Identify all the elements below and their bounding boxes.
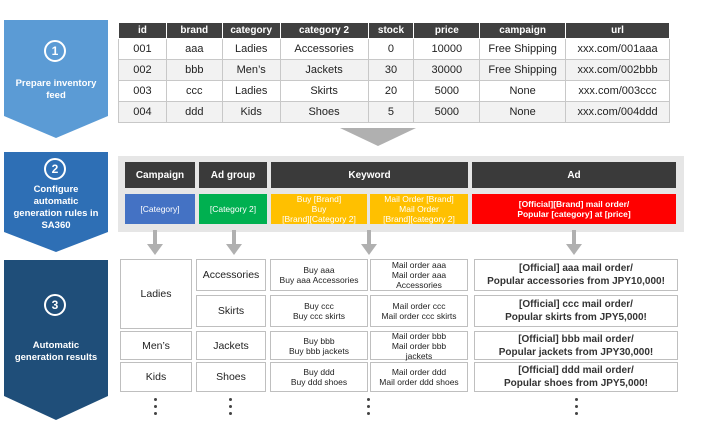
- cell-stock: 30: [368, 60, 414, 81]
- keyword-line: Mail order bbb: [391, 330, 447, 341]
- rule-header-keyword: Keyword: [271, 162, 468, 188]
- result-campaign-label: Men’s: [142, 339, 170, 352]
- result-ad-group-label: Shoes: [216, 371, 246, 383]
- ad-line: [Official] aaa mail order/: [519, 263, 633, 274]
- result-keyword-buy: [270, 362, 368, 392]
- table-row: [119, 81, 670, 102]
- cell-price: 5000: [414, 102, 480, 123]
- cell-id: 004: [119, 102, 167, 123]
- result-ad: [474, 331, 678, 360]
- continuation-dots-icon: [154, 398, 158, 419]
- table-header-row: [119, 23, 670, 39]
- down-arrow-icon: [340, 128, 416, 146]
- result-keyword-mail-order: [370, 295, 468, 327]
- rule-keyword-buy: [271, 194, 367, 224]
- column-header-campaign: campaign: [480, 23, 566, 39]
- column-header-stock: stock: [368, 23, 414, 39]
- cell-stock: 5: [368, 102, 414, 123]
- cell-price: 30000: [414, 60, 480, 81]
- keyword-line: Buy aaa: [303, 265, 335, 275]
- cell-url: xxx.com/001aaa: [566, 39, 670, 60]
- step-3-number: 3: [44, 294, 66, 316]
- result-keyword-mail-order: [370, 331, 468, 360]
- step-2-label: Configure automatic generation rules in SA360: [13, 184, 99, 231]
- step-2-chevron: [4, 152, 108, 252]
- inventory-feed-table: [118, 22, 670, 123]
- keyword-line: Buy ddd: [303, 367, 335, 377]
- cell-brand: bbb: [166, 60, 222, 81]
- result-campaign-label: Ladies: [140, 288, 172, 300]
- cell-campaign: None: [480, 81, 566, 102]
- result-keyword-buy: [270, 331, 368, 360]
- keyword-line: Buy ccc: [304, 301, 334, 311]
- ad-line: [Official] ddd mail order/: [518, 365, 634, 376]
- result-ad-group: [196, 259, 266, 291]
- cell-id: 001: [119, 39, 167, 60]
- step-1-number: 1: [44, 40, 66, 62]
- rule-keyword-mail-line-1: Mail Order [Brand]: [384, 194, 454, 204]
- column-header-category: category: [222, 23, 280, 39]
- result-ad: [474, 362, 678, 392]
- keyword-line: Mail order ccc: [392, 301, 446, 311]
- result-campaign-label: Kids: [145, 371, 167, 383]
- result-keyword-mail-order: [370, 259, 468, 291]
- ad-line: [Official] ccc mail order/: [519, 299, 633, 310]
- keyword-line: Mail order ccc skirts: [381, 311, 457, 321]
- table-row: [119, 102, 670, 123]
- result-keyword-mail-order: [370, 362, 468, 392]
- cell-stock: 0: [368, 39, 414, 60]
- ad-line: Popular jackets from JPY30,000!: [498, 346, 654, 358]
- result-ad: [474, 259, 678, 291]
- continuation-dots-icon: [229, 398, 233, 419]
- result-ad-group: [196, 362, 266, 392]
- keyword-line: Mail order aaa: [391, 270, 447, 280]
- rule-keyword-buy-line-1: Buy [Brand]: [296, 194, 342, 204]
- rule-keyword-buy-line-2: Buy: [311, 204, 327, 214]
- result-ad-group-label: Accessories: [202, 269, 260, 281]
- cell-campaign: None: [480, 102, 566, 123]
- cell-price: 10000: [414, 39, 480, 60]
- step-3-label: Automatic generation results: [14, 340, 98, 363]
- down-arrow-icon: [145, 230, 165, 256]
- result-ad: [474, 295, 678, 327]
- down-arrow-icon: [224, 230, 244, 256]
- cell-brand: ccc: [166, 81, 222, 102]
- cell-category-2: Accessories: [280, 39, 368, 60]
- step-2-number: 2: [44, 158, 66, 180]
- rule-keyword-buy-line-3: [Brand][Category 2]: [282, 214, 356, 224]
- keyword-line: Buy aaa Accessories: [279, 275, 359, 285]
- column-header-url: url: [566, 23, 670, 39]
- table-row: [119, 39, 670, 60]
- cell-category: Ladies: [222, 81, 280, 102]
- ad-line: [Official] bbb mail order/: [518, 333, 634, 345]
- rule-keyword-mail-line-2: Mail Order: [399, 204, 439, 214]
- column-header-category-2: category 2: [280, 23, 368, 39]
- cell-stock: 20: [368, 81, 414, 102]
- keyword-line: Buy bbb: [303, 335, 335, 346]
- result-ad-group: [196, 295, 266, 327]
- step-3-chevron: [4, 260, 108, 420]
- cell-category-2: Jackets: [280, 60, 368, 81]
- result-keyword-buy: [270, 295, 368, 327]
- result-campaign-kids: [120, 362, 192, 392]
- down-arrow-icon: [564, 230, 584, 256]
- step-1-label: Prepare inventory feed: [15, 78, 97, 101]
- cell-url: xxx.com/003ccc: [566, 81, 670, 102]
- result-ad-group: [196, 331, 266, 360]
- result-ad-group-label: Jackets: [213, 339, 249, 352]
- cell-campaign: Free Shipping: [480, 60, 566, 81]
- rule-campaign-text: [Category]: [140, 204, 180, 214]
- rule-header-campaign: Campaign: [125, 162, 195, 188]
- cell-category-2: Skirts: [280, 81, 368, 102]
- rule-ad-line-2: Popular [category] at [price]: [517, 209, 631, 219]
- result-campaign-mens: [120, 331, 192, 360]
- keyword-line: Mail order ddd: [391, 367, 447, 377]
- keyword-line: Buy ccc skirts: [293, 311, 345, 321]
- rule-header-ad: Ad: [472, 162, 676, 188]
- continuation-dots-icon: [575, 398, 579, 419]
- table-row: [119, 60, 670, 81]
- result-keyword-buy: [270, 259, 368, 291]
- keyword-line: Mail order bbb: [391, 340, 447, 351]
- ad-line: Popular accessories from JPY10,000!: [487, 276, 665, 287]
- cell-category: Men’s: [222, 60, 280, 81]
- keyword-line: Mail order ddd shoes: [379, 377, 459, 387]
- ad-line: Popular shoes from JPY5,000!: [504, 378, 648, 389]
- keyword-line: jackets: [405, 350, 433, 361]
- rule-ad: [472, 194, 676, 224]
- continuation-dots-icon: [367, 398, 371, 419]
- result-campaign-ladies: [120, 259, 192, 329]
- keyword-line: Mail order aaa: [391, 260, 447, 270]
- cell-id: 002: [119, 60, 167, 81]
- column-header-brand: brand: [166, 23, 222, 39]
- cell-brand: aaa: [166, 39, 222, 60]
- column-header-id: id: [119, 23, 167, 39]
- rule-keyword-mail-line-3: [Brand][category 2]: [383, 214, 455, 224]
- rule-ad-line-1: [Official][Brand] mail order/: [518, 199, 630, 209]
- cell-price: 5000: [414, 81, 480, 102]
- column-header-price: price: [414, 23, 480, 39]
- down-arrow-icon: [359, 230, 379, 256]
- cell-category: Ladies: [222, 39, 280, 60]
- rule-ad-group-text: [Category 2]: [209, 204, 257, 214]
- cell-category-2: Shoes: [280, 102, 368, 123]
- rule-campaign: [125, 194, 195, 224]
- step-1-chevron: [4, 20, 108, 138]
- cell-category: Kids: [222, 102, 280, 123]
- rule-ad-group: [199, 194, 267, 224]
- rule-header-ad-group: Ad group: [199, 162, 267, 188]
- keyword-line: Buy bbb jackets: [288, 345, 349, 356]
- result-ad-group-label: Skirts: [217, 305, 245, 317]
- keyword-line: Accessories: [396, 280, 442, 290]
- rule-keyword-mail-order: [370, 194, 468, 224]
- cell-id: 003: [119, 81, 167, 102]
- cell-brand: ddd: [166, 102, 222, 123]
- keyword-line: Buy ddd shoes: [290, 377, 348, 387]
- cell-url: xxx.com/002bbb: [566, 60, 670, 81]
- cell-url: xxx.com/004ddd: [566, 102, 670, 123]
- cell-campaign: Free Shipping: [480, 39, 566, 60]
- ad-line: Popular skirts from JPY5,000!: [505, 312, 647, 323]
